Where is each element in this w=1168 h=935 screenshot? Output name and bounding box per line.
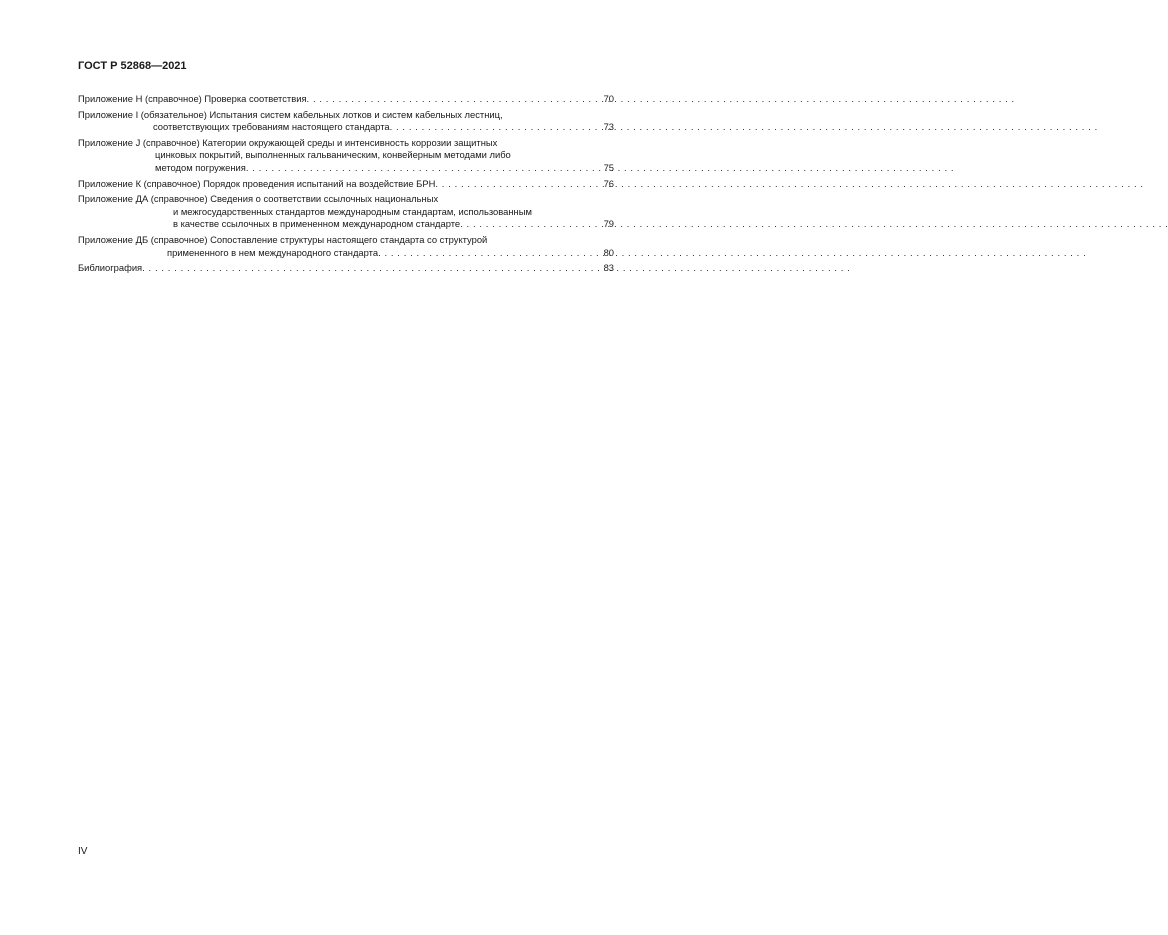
toc-line — [78, 121, 614, 134]
toc-line — [78, 193, 614, 206]
toc-page-number: 75 — [603, 161, 614, 173]
toc-entry-appendix-da — [78, 193, 614, 231]
toc-entry-title: Приложение ДБ (справочное) Сопоставление структуры настоящего стандарта со структурой — [78, 233, 488, 245]
toc-line — [78, 178, 614, 191]
toc-entry-continuation: примененного в нем международного стандарта — [167, 246, 379, 258]
toc-page-number: 80 — [603, 246, 614, 258]
toc-entry-title: Библиография — [78, 262, 143, 274]
toc-line — [78, 247, 614, 260]
toc-leader-dots — [390, 121, 603, 134]
toc-line — [78, 162, 614, 175]
toc-line — [78, 109, 614, 122]
toc-leader-dots — [378, 247, 603, 260]
toc-entry-title: Приложение Н (справочное) Проверка соответствия — [78, 93, 307, 104]
toc-entry-appendix-j — [78, 137, 614, 175]
toc-entry-appendix-i — [78, 109, 614, 134]
toc-entry-appendix-db — [78, 234, 614, 259]
toc-entry-title: Приложение ДА (справочное) Сведения о соответствии ссылочных национальных — [78, 193, 439, 205]
toc-entry-title: Приложение К (справочное) Порядок проведения испытаний на воздействие БРН — [78, 177, 436, 189]
toc-entry-appendix-k — [78, 178, 614, 191]
toc-entry-continuation: методом погружения — [155, 161, 246, 173]
toc-line — [78, 206, 614, 219]
toc-page-number: 79 — [603, 218, 614, 230]
table-of-contents — [78, 93, 614, 278]
toc-entry-appendix-h — [78, 93, 614, 106]
toc-leader-dots — [435, 178, 602, 191]
toc-entry-continuation: соответствующих требованиям настоящего стандарта — [153, 121, 390, 133]
toc-leader-dots — [460, 218, 602, 231]
toc-page-number: 76 — [603, 177, 614, 189]
toc-entry-continuation: и межгосударственных стандартов международным стандартам, использованным — [173, 205, 532, 217]
toc-entry-bibliography — [78, 262, 614, 275]
page-number: IV — [78, 846, 88, 857]
toc-leader-dots — [142, 262, 602, 275]
toc-page-number: 70 — [603, 93, 614, 104]
toc-line — [78, 149, 614, 162]
toc-page-number: 83 — [603, 262, 614, 274]
toc-entry-continuation: цинковых покрытий, выполненных гальваническим, конвейерным методами либо — [155, 149, 511, 161]
toc-entry-title: Приложение J (справочное) Категории окружающей среды и интенсивность коррозии защитных — [78, 136, 498, 148]
document-header: ГОСТ Р 52868—2021 — [78, 60, 187, 72]
toc-entry-continuation: в качестве ссылочных в примененном международном стандарте — [173, 218, 461, 230]
toc-leader-dots — [307, 93, 603, 106]
toc-entry-title: Приложение I (обязательное) Испытания систем кабельных лотков и систем кабельных лестниц, — [78, 108, 503, 120]
toc-line — [78, 234, 614, 247]
toc-line — [78, 93, 614, 106]
toc-line — [78, 218, 614, 231]
toc-line — [78, 262, 614, 275]
toc-line — [78, 137, 614, 150]
toc-leader-dots — [246, 162, 603, 175]
toc-page-number: 73 — [603, 121, 614, 133]
